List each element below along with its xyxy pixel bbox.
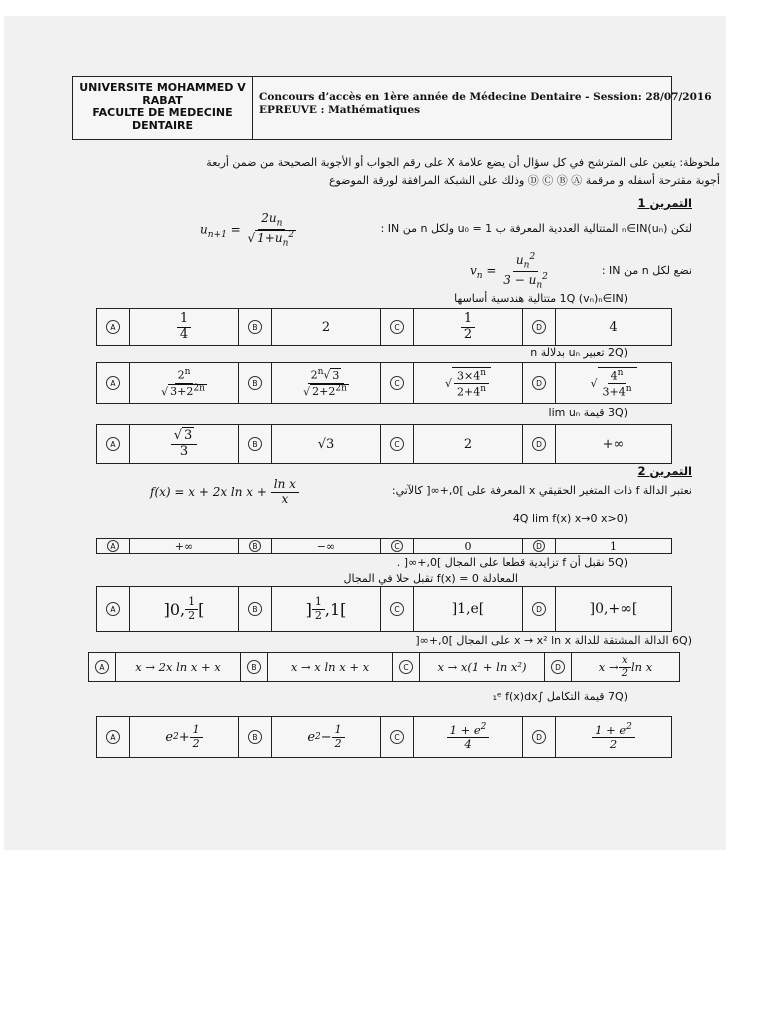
question-4: (4Q lim f(x) x→0 x>0 [512,512,628,525]
q7-answer-d: $\frac{1 + e^2}{2}$ [556,717,671,757]
q4-answer-d-text: 1 [610,539,617,553]
option-b-marker: B [248,730,262,744]
ex1-intro: لتكن (uₙ)ₙ∈IN المتتالية العددية المعرفة ب 1 = u₀ ولكل n من IN : [380,222,692,235]
q5-answer-c-text: ]1,e[ [451,601,485,617]
exercise1-title: التمرين 1 [637,196,692,210]
q6-answer-a-text: x → 2x ln x + x [135,660,221,674]
university-name: UNIVERSITE MOHAMMED V [79,81,246,94]
q3-answer-b-text: √3 [317,436,335,452]
exam-header [72,76,712,140]
ex2-intro: نعتبر الدالة f ذات المتغير الحقيقي x المعرفة على ]0,+∞[ كالآتي: [391,484,692,497]
institution-block [73,77,253,139]
option-b-marker: B [248,437,262,451]
q2-answer-c: √ $\frac{3\times 4^n}{2+4^n}$ [414,363,523,403]
q3-answer-a: $\frac{√ 3}{3}$ [130,425,239,463]
q7-answer-a: e 2 + $\frac{1}{2}$ [130,717,239,757]
q5-answer-b: ] $\frac{1}{2}$ ,1[ [272,587,381,631]
option-b-marker: B [248,320,262,334]
q7-answer-row [96,716,672,758]
option-c-marker: C [399,660,413,674]
option-b-marker: B [248,602,262,616]
question-7: (7Q قيمة التكامل ∫₁ᵉ f(x)dx [492,690,628,703]
q5-option-c[interactable] [381,587,414,631]
instruction-note-line1: ملحوظة: يتعين على المترشح في كل سؤال أن يضع علامة X على رقم الجواب أو الأجوبة الصحيحة من ضمن أربعة [206,156,720,169]
q4-answer-c-text: 0 [464,539,472,553]
ex1-def-v: نضع لكل n من IN : [601,264,692,277]
q1-answer-b [272,309,381,345]
ex1-recurrence-formula: $u_{n+1}$ = $\frac{2u_n}{√ 1+u_n^2}$ [200,211,295,249]
q4-option-a[interactable] [97,539,130,553]
q6-answer-c-text: x → x(1 + ln x²) [437,660,527,674]
q4-answer-a-text: +∞ [174,539,194,553]
q5-answer-row [96,586,672,632]
q4-answer-c [414,539,523,553]
ex2-function-formula: f(x) = x + 2x ln x + $\frac{\text{ln x}}{x}$ [150,478,299,507]
instruction-note-line2: أجوبة مقترحة أسفله و مرقمة Ⓓ Ⓒ Ⓑ Ⓐ وذلك على الشبكة المرافقة لورقة الموضوع [328,174,720,187]
q2-option-c[interactable] [381,363,414,403]
q1-answer-c: $\frac{1}{2}$ [414,309,523,345]
option-a-marker: A [107,540,119,552]
q4-answer-b [272,539,381,553]
concours-title: Concours d’accès en 1ère année de Médecine Dentaire - Session: 28/07/2016 [259,91,712,103]
q4-option-d[interactable] [523,539,556,553]
option-a-marker: A [95,660,109,674]
option-d-marker: D [532,376,546,390]
question-1: (1Q (vₙ)ₙ∈IN متتالية هندسية أساسها [454,292,628,305]
option-d-marker: D [532,730,546,744]
option-c-marker: C [391,540,403,552]
q7-option-a[interactable] [97,717,130,757]
q4-answer-b-text: −∞ [316,539,336,553]
q3-option-b[interactable] [239,425,272,463]
q5-answer-d-text: ]0,+∞[ [589,601,638,617]
q2-answer-row [96,362,672,404]
q6-answer-b-text: x → x ln x + x [290,660,370,674]
q4-option-c[interactable] [381,539,414,553]
option-d-marker: D [551,660,565,674]
q5-option-a[interactable] [97,587,130,631]
q3-answer-c-text: 2 [463,436,473,452]
faculty-line1: FACULTE DE MEDECINE [92,106,233,119]
q1-answer-b-text: 2 [321,319,331,335]
q5-answer-c [414,587,523,631]
option-d-marker: D [533,540,545,552]
q1-answer-row [96,308,672,346]
q2-option-d[interactable] [523,363,556,403]
q1-option-b[interactable] [239,309,272,345]
question-5-line2: المعادلة f(x) = 0 تقبل حلا في المجال [343,572,518,585]
q3-answer-d [556,425,671,463]
faculty-line2: DENTAIRE [131,118,194,132]
option-b-marker: B [247,660,261,674]
q3-answer-c [414,425,523,463]
question-5-line1: (5Q نقبل أن f تزايدية قطعا على المجال ]0,+∞[ . [396,556,628,569]
q2-answer-d: √ $\frac{4^n}{3+4^n}$ [556,363,671,403]
q4-answer-a [130,539,239,553]
option-c-marker: C [390,730,404,744]
q1-answer-d [556,309,671,345]
option-a-marker: A [106,602,120,616]
epreuve-title: EPREUVE : Mathématiques [259,104,421,116]
q6-option-a[interactable] [89,653,116,681]
option-d-marker: D [532,320,546,334]
option-d-marker: D [532,437,546,451]
q6-answer-c [420,653,545,681]
option-a-marker: A [106,376,120,390]
q3-option-c[interactable] [381,425,414,463]
question-2: (2Q تعبير uₙ بدلالة n [530,346,628,359]
q1-option-a[interactable] [97,309,130,345]
option-a-marker: A [106,730,120,744]
q1-answer-d-text: 4 [609,319,618,335]
option-b-marker: B [248,376,262,390]
q2-answer-b: $\frac{2^n√ 3}{√ 2+2^{2n}}$ [272,363,381,403]
q6-option-c[interactable] [393,653,420,681]
q3-option-d[interactable] [523,425,556,463]
q7-option-d[interactable] [523,717,556,757]
q7-option-c[interactable] [381,717,414,757]
q3-answer-row [96,424,672,464]
q4-answer-row [96,538,672,554]
q3-option-a[interactable] [97,425,130,463]
option-d-marker: D [532,602,546,616]
q3-answer-d-text: +∞ [602,436,625,452]
q6-answer-d: x → $\frac{x}{2}$ ln x [598,655,653,679]
option-a-marker: A [106,320,120,334]
ex1-v-formula: $v_n$ = $\frac{u_n^2}{3 - u_n^2}$ [470,252,548,291]
q2-answer-a: $\frac{2^n}{√ 3+2^{2n}}$ [130,363,239,403]
q6-option-b[interactable] [241,653,268,681]
option-c-marker: C [390,437,404,451]
q5-answer-d [556,587,671,631]
option-a-marker: A [106,437,120,451]
q6-answer-row [88,652,680,682]
question-3: (3Q قيمة lim uₙ [548,406,628,419]
option-b-marker: B [249,540,261,552]
question-6: (6Q الدالة المشتقة للدالة x → x² ln x على المجال ]0,+∞[ [415,634,692,647]
exercise2-title: التمرين 2 [637,464,692,478]
q5-answer-a: ]0, $\frac{1}{2}$ [ [130,587,239,631]
exam-info [259,91,712,117]
q4-answer-d [556,539,671,553]
q2-option-b[interactable] [239,363,272,403]
q7-answer-b: e 2 − $\frac{1}{2}$ [272,717,381,757]
q1-option-d[interactable] [523,309,556,345]
option-c-marker: C [390,376,404,390]
q4-option-b[interactable] [239,539,272,553]
q5-option-b[interactable] [239,587,272,631]
q3-answer-b [272,425,381,463]
q6-answer-b [268,653,393,681]
q2-option-a[interactable] [97,363,130,403]
q6-answer-a [116,653,241,681]
q1-answer-a: $\frac{1}{4}$ [130,309,239,345]
city-name: RABAT [142,93,183,107]
q1-option-c[interactable] [381,309,414,345]
q7-answer-c: $\frac{1 + e^2}{4}$ [414,717,523,757]
q7-option-b[interactable] [239,717,272,757]
option-c-marker: C [390,602,404,616]
q5-option-d[interactable] [523,587,556,631]
option-c-marker: C [390,320,404,334]
q6-option-d[interactable] [545,653,572,681]
